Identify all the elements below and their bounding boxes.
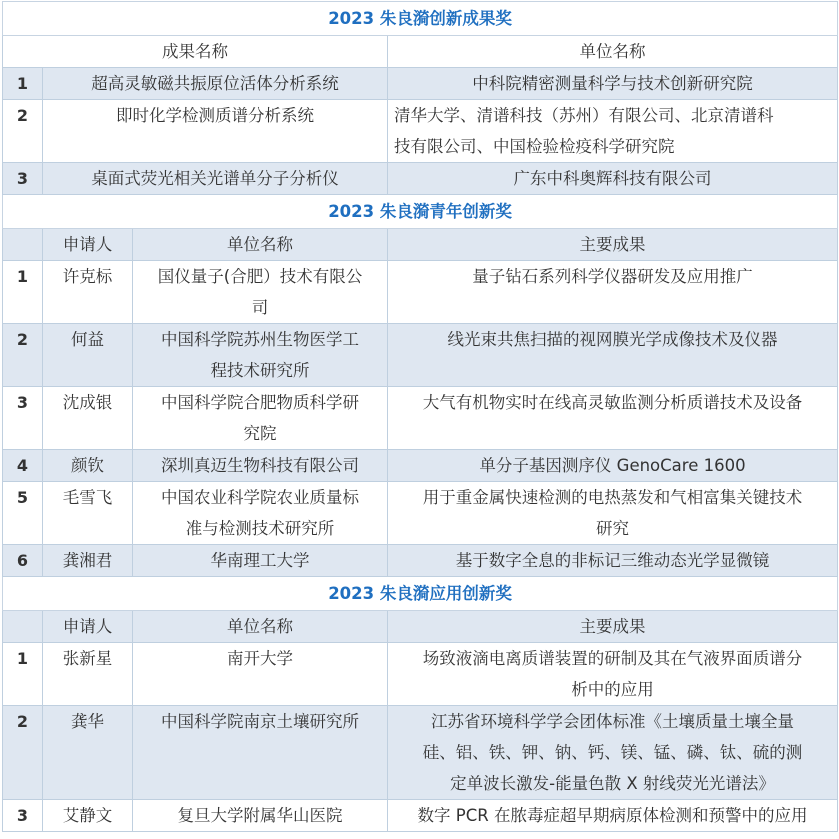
main-achievement: 单分子基因测序仪 GenoCare 1600 bbox=[388, 450, 838, 482]
applicant: 张新星 bbox=[43, 643, 133, 706]
unit-line: 司 bbox=[251, 298, 269, 317]
row-number: 1 bbox=[3, 643, 43, 706]
unit-line: 究院 bbox=[243, 424, 277, 443]
unit-name: 深圳真迈生物科技有限公司 bbox=[133, 450, 388, 482]
row-number: 5 bbox=[3, 482, 43, 545]
achievement-name: 桌面式荧光相关光谱单分子分析仪 bbox=[43, 163, 388, 195]
row-number: 3 bbox=[3, 800, 43, 832]
unit-line: 国仪量子(合肥）技术有限公 bbox=[157, 267, 363, 286]
header-main-achievement: 主要成果 bbox=[388, 229, 838, 261]
section-title-row bbox=[3, 195, 838, 229]
row-number: 2 bbox=[3, 324, 43, 387]
applicant: 龚华 bbox=[43, 706, 133, 800]
table-row bbox=[3, 68, 838, 100]
header-applicant: 申请人 bbox=[43, 611, 133, 643]
unit-name bbox=[133, 387, 388, 450]
main-achievement: 量子钻石系列科学仪器研发及应用推广 bbox=[388, 261, 838, 324]
achievement-line: 江苏省环境科学学会团体标准《土壤质量土壤全量 bbox=[431, 712, 795, 731]
table-row bbox=[3, 163, 838, 195]
main-achievement bbox=[388, 482, 838, 545]
section-title: 2023 朱良漪创新成果奖 bbox=[3, 2, 838, 36]
header-unit-name: 单位名称 bbox=[388, 36, 838, 68]
unit-line: 中国科学院苏州生物医学工 bbox=[161, 330, 359, 349]
unit-name: 南开大学 bbox=[133, 643, 388, 706]
table-row bbox=[3, 643, 838, 706]
section-title-row bbox=[3, 2, 838, 36]
applicant: 沈成银 bbox=[43, 387, 133, 450]
row-number: 1 bbox=[3, 68, 43, 100]
applicant: 艾静文 bbox=[43, 800, 133, 832]
achievement-line: 场致液滴电离质谱装置的研制及其在气液界面质谱分 bbox=[422, 649, 803, 668]
header-achievement-name: 成果名称 bbox=[3, 36, 388, 68]
table-row bbox=[3, 706, 838, 800]
main-achievement: 数字 PCR 在脓毒症超早期病原体检测和预警中的应用 bbox=[388, 800, 838, 832]
row-number: 3 bbox=[3, 163, 43, 195]
applicant: 颜钦 bbox=[43, 450, 133, 482]
unit-name bbox=[133, 482, 388, 545]
table-row bbox=[3, 324, 838, 387]
unit-line: 中国农业科学院农业质量标 bbox=[161, 488, 359, 507]
section-title: 2023 朱良漪应用创新奖 bbox=[3, 577, 838, 611]
unit-name bbox=[133, 261, 388, 324]
main-achievement bbox=[388, 706, 838, 800]
unit-line: 程技术研究所 bbox=[210, 361, 310, 380]
unit-name bbox=[133, 324, 388, 387]
unit-name: 中国科学院南京土壤研究所 bbox=[133, 706, 388, 800]
table-row bbox=[3, 800, 838, 832]
header-blank bbox=[3, 229, 43, 261]
header-row bbox=[3, 229, 838, 261]
table-row bbox=[3, 545, 838, 577]
unit-line: 中国科学院合肥物质科学研 bbox=[161, 393, 359, 412]
row-number: 2 bbox=[3, 706, 43, 800]
table-row bbox=[3, 387, 838, 450]
row-number: 2 bbox=[3, 100, 43, 163]
unit-name bbox=[388, 100, 838, 163]
table-row bbox=[3, 482, 838, 545]
section-title: 2023 朱良漪青年创新奖 bbox=[3, 195, 838, 229]
achievement-line: 用于重金属快速检测的电热蒸发和气相富集关键技术 bbox=[422, 488, 803, 507]
unit-line: 清华大学、清谱科技（苏州）有限公司、北京清谱科 bbox=[394, 106, 774, 125]
section-title-row bbox=[3, 577, 838, 611]
main-achievement: 线光束共焦扫描的视网膜光学成像技术及仪器 bbox=[388, 324, 838, 387]
row-number: 3 bbox=[3, 387, 43, 450]
main-achievement: 大气有机物实时在线高灵敏监测分析质谱技术及设备 bbox=[388, 387, 838, 450]
unit-name: 复旦大学附属华山医院 bbox=[133, 800, 388, 832]
header-applicant: 申请人 bbox=[43, 229, 133, 261]
header-blank bbox=[3, 611, 43, 643]
header-row bbox=[3, 36, 838, 68]
applicant: 龚湘君 bbox=[43, 545, 133, 577]
row-number: 1 bbox=[3, 261, 43, 324]
table-row bbox=[3, 100, 838, 163]
unit-name: 广东中科奥辉科技有限公司 bbox=[388, 163, 838, 195]
main-achievement bbox=[388, 643, 838, 706]
achievement-name: 超高灵敏磁共振原位活体分析系统 bbox=[43, 68, 388, 100]
unit-name: 华南理工大学 bbox=[133, 545, 388, 577]
header-unit-name: 单位名称 bbox=[133, 611, 388, 643]
achievement-name: 即时化学检测质谱分析系统 bbox=[43, 100, 388, 163]
achievement-line: 定单波长激发-能量色散 X 射线荧光光谱法》 bbox=[450, 774, 775, 793]
row-number: 6 bbox=[3, 545, 43, 577]
achievement-line: 析中的应用 bbox=[571, 680, 654, 699]
header-row bbox=[3, 611, 838, 643]
header-main-achievement: 主要成果 bbox=[388, 611, 838, 643]
achievement-line: 硅、铝、铁、钾、钠、钙、镁、锰、磷、钛、硫的测 bbox=[422, 743, 803, 762]
main-achievement: 基于数字全息的非标记三维动态光学显微镜 bbox=[388, 545, 838, 577]
applicant: 毛雪飞 bbox=[43, 482, 133, 545]
awards-table bbox=[2, 1, 838, 832]
row-number: 4 bbox=[3, 450, 43, 482]
unit-line: 准与检测技术研究所 bbox=[185, 519, 335, 538]
table-row bbox=[3, 450, 838, 482]
header-unit-name: 单位名称 bbox=[133, 229, 388, 261]
applicant: 许克标 bbox=[43, 261, 133, 324]
table-row bbox=[3, 261, 838, 324]
unit-line: 技有限公司、中国检验检疫科学研究院 bbox=[394, 137, 675, 156]
applicant: 何益 bbox=[43, 324, 133, 387]
achievement-line: 研究 bbox=[596, 519, 630, 538]
unit-name: 中科院精密测量科学与技术创新研究院 bbox=[388, 68, 838, 100]
